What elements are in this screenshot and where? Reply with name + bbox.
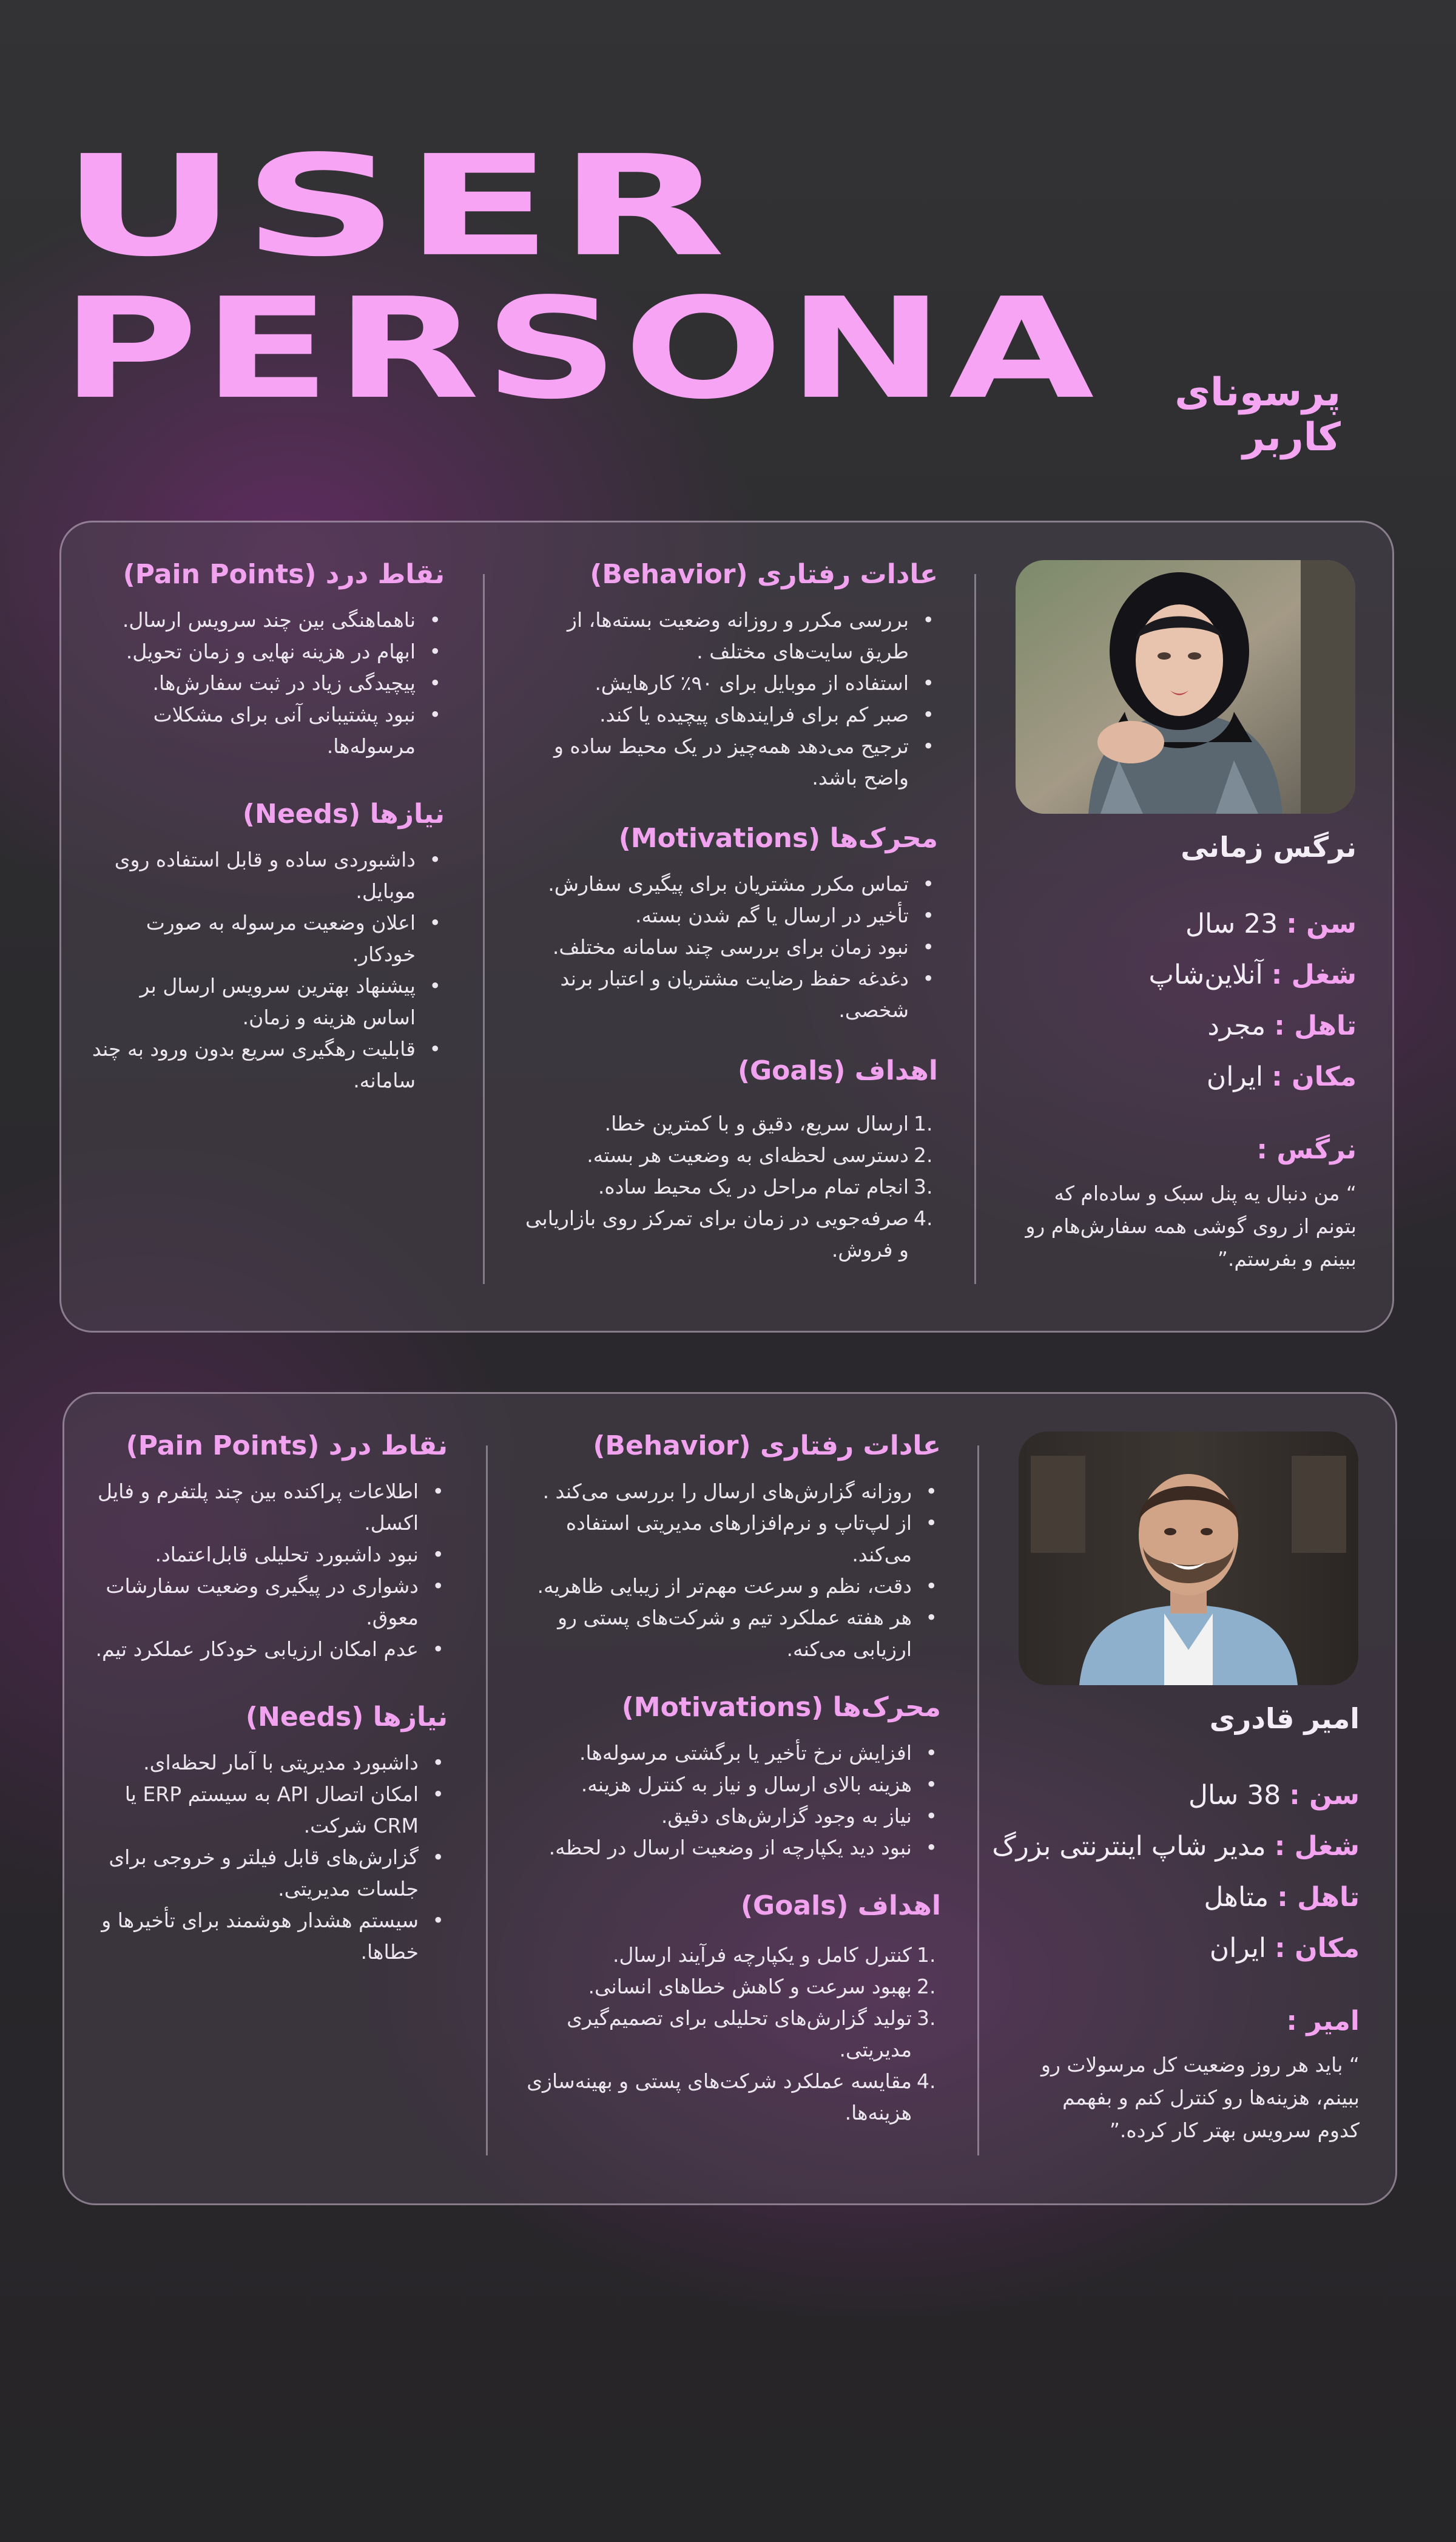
needs-list xyxy=(95,1747,448,1968)
page-subtitle: پرسونای کاربر xyxy=(1175,370,1341,460)
behavior-title: عادات رفتاری (Behavior) xyxy=(590,559,938,590)
man-portrait-photo-icon xyxy=(1019,1432,1358,1685)
list-item: • اعلان وضعیت مرسوله به صورت خودکار. xyxy=(92,907,445,970)
goals-list xyxy=(522,1108,938,1266)
needs-title: نیازها (Needs) xyxy=(245,1702,448,1732)
info-marital-label: تاهل : xyxy=(1277,1882,1360,1913)
middle-column xyxy=(522,559,938,1266)
info-job-value: آنلاین‌شاپ xyxy=(1148,959,1263,990)
list-item: • نبود پشتیبانی آنی برای مشکلات مرسوله‌ها. xyxy=(92,699,445,762)
goals-title: اهداف (Goals) xyxy=(740,1890,941,1921)
needs-list xyxy=(92,844,445,1097)
info-location xyxy=(1020,1923,1360,1974)
pain-points-title: نقاط درد (Pain Points) xyxy=(126,1430,448,1461)
list-item: • تأخیر در ارسال یا گم شدن بسته. xyxy=(522,900,938,931)
persona-quote: “ باید هر روز وضعیت کل مرسولات رو ببینم، هزینه‌ها رو کنترل کنم و بفهمم کدوم سرویس بهتر کار کرده.” xyxy=(1041,2053,1360,2142)
column-divider xyxy=(974,574,976,1284)
persona-card-2 xyxy=(62,1392,1397,2205)
list-item: • روزانه گزارش‌های ارسال را بررسی می‌کند . xyxy=(525,1476,941,1507)
info-job-label: شغل : xyxy=(1274,1831,1360,1862)
motivations-list xyxy=(525,1737,941,1864)
behavior-title: عادات رفتاری (Behavior) xyxy=(593,1430,941,1461)
quote-title: نرگس : xyxy=(1256,1134,1357,1165)
column-divider xyxy=(977,1445,979,2155)
persona-photo xyxy=(1016,560,1355,814)
info-location-value: ایران xyxy=(1209,1933,1267,1964)
list-item: • پیشنهاد بهترین سرویس ارسال بر اساس هزینه و زمان. xyxy=(92,970,445,1033)
list-item: • پیچیدگی زیاد در ثبت سفارش‌ها. xyxy=(92,668,445,699)
info-age-label: سن : xyxy=(1289,1780,1360,1811)
motivations-title: محرک‌ها (Motivations) xyxy=(618,823,938,854)
list-item: 1. کنترل کامل و یکپارچه فرآیند ارسال. xyxy=(525,1939,941,1971)
list-item: • نیاز به وجود گزارش‌های دقیق. xyxy=(525,1800,941,1832)
list-item: 4. مقایسه عملکرد شرکت‌های پستی و بهینه‌سازی هزینه‌ها. xyxy=(525,2066,941,2129)
info-marital xyxy=(1017,1001,1357,1052)
list-item: • داشبورد مدیریتی با آمار لحظه‌ای. xyxy=(95,1747,448,1779)
list-item: • نبود زمان برای بررسی چند سامانه مختلف. xyxy=(522,931,938,963)
middle-column xyxy=(525,1430,941,2129)
list-item: 3. انجام تمام مراحل در یک محیط ساده. xyxy=(522,1171,938,1203)
list-item: • تماس مکرر مشتریان برای پیگیری سفارش. xyxy=(522,868,938,900)
list-item: • نبود دید یکپارچه از وضعیت ارسال در لحظه. xyxy=(525,1832,941,1864)
list-item: • ابهام در هزینه نهایی و زمان تحویل. xyxy=(92,636,445,668)
column-divider xyxy=(483,574,485,1284)
list-item: • اطلاعات پراکنده بین چند پلتفرم و فایل اکسل. xyxy=(95,1476,448,1539)
list-item: • دغدغه حفظ رضایت مشتریان و اعتبار برند شخصی. xyxy=(522,963,938,1026)
list-item: • سیستم هشدار هوشمند برای تأخیرها و خطاها. xyxy=(95,1905,448,1968)
persona-profile xyxy=(992,1702,1360,2147)
info-job-label: شغل : xyxy=(1271,959,1357,990)
motivations-title: محرک‌ها (Motivations) xyxy=(621,1692,941,1723)
info-age xyxy=(1017,899,1357,950)
list-item: 2. بهبود سرعت و کاهش خطاهای انسانی. xyxy=(525,1971,941,2003)
list-item: • صبر کم برای فرایندهای پیچیده یا کند. xyxy=(522,699,938,731)
info-marital-value: مجرد xyxy=(1207,1010,1266,1041)
info-location-label: مکان : xyxy=(1272,1061,1357,1092)
list-item: • ترجیح می‌دهد همه‌چیز در یک محیط ساده و واضح باشد. xyxy=(522,731,938,794)
list-item: • هزینه بالای ارسال و نیاز به کنترل هزینه. xyxy=(525,1769,941,1800)
persona-name: امیر قادری xyxy=(1209,1702,1360,1735)
woman-portrait-photo-icon xyxy=(1016,560,1355,814)
info-marital-value: متاهل xyxy=(1204,1882,1269,1913)
list-item: 2. دسترسی لحظه‌ای به وضعیت هر بسته. xyxy=(522,1140,938,1171)
info-job xyxy=(1017,950,1357,1001)
info-age xyxy=(1020,1770,1360,1821)
list-item: 4. صرفه‌جویی در زمان برای تمرکز روی بازاریابی و فروش. xyxy=(522,1203,938,1266)
info-location-label: مکان : xyxy=(1275,1933,1360,1964)
list-item: • قابلیت رهگیری سریع بدون ورود به چند سامانه. xyxy=(92,1033,445,1097)
info-job xyxy=(992,1821,1360,1872)
info-age-label: سن : xyxy=(1286,908,1357,939)
pain-points-list xyxy=(92,604,445,762)
info-marital-label: تاهل : xyxy=(1274,1010,1357,1041)
list-item: • افزایش نرخ تأخیر یا برگشتی مرسوله‌ها. xyxy=(525,1737,941,1769)
persona-profile xyxy=(1017,831,1357,1276)
info-age-value: 38 سال xyxy=(1188,1780,1281,1811)
goals-list xyxy=(525,1939,941,2129)
list-item: • از لپ‌تاپ و نرم‌افزارهای مدیریتی استفاده می‌کند. xyxy=(525,1507,941,1570)
hero-title-line-1: USER xyxy=(61,126,731,288)
list-item: • عدم امکان ارزیابی خودکار عملکرد تیم. xyxy=(95,1634,448,1665)
quote-title: امیر : xyxy=(1286,2006,1360,2037)
info-location-value: ایران xyxy=(1206,1061,1264,1092)
left-column xyxy=(92,559,445,1097)
info-marital xyxy=(1020,1872,1360,1923)
info-age-value: 23 سال xyxy=(1185,908,1278,939)
column-divider xyxy=(486,1445,488,2155)
list-item: 3. تولید گزارش‌های تحلیلی برای تصمیم‌گیری مدیریتی. xyxy=(525,2003,941,2066)
list-item: • دقت، نظم و سرعت مهم‌تر از زیبایی ظاهریه. xyxy=(525,1570,941,1602)
behavior-list xyxy=(522,604,938,794)
goals-title: اهداف (Goals) xyxy=(737,1055,938,1086)
persona-quote: “ من دنبال یه پنل سبک و ساده‌ام که بتونم از روی گوشی همه سفارش‌هام رو ببینم و بفرستم.” xyxy=(1025,1181,1357,1271)
persona-name: نرگس زمانی xyxy=(1181,831,1357,864)
list-item: • هر هفته عملکرد تیم و شرکت‌های پستی رو ارزیابی می‌کنه. xyxy=(525,1602,941,1665)
pain-points-title: نقاط درد (Pain Points) xyxy=(123,559,445,590)
info-job-value: مدیر شاپ اینترنتی بزرگ xyxy=(992,1831,1266,1862)
persona-photo xyxy=(1019,1432,1358,1685)
list-item: • استفاده از موبایل برای ۹۰٪ کارهایش. xyxy=(522,668,938,699)
list-item: • دشواری در پیگیری وضعیت سفارشات معوق. xyxy=(95,1570,448,1634)
needs-title: نیازها (Needs) xyxy=(242,799,445,830)
list-item: • نبود داشبورد تحلیلی قابل‌اعتماد. xyxy=(95,1539,448,1570)
list-item: • گزارش‌های قابل فیلتر و خروجی برای جلسات مدیریتی. xyxy=(95,1842,448,1905)
list-item: • امکان اتصال API به سیستم ERP یا CRM شرکت. xyxy=(95,1779,448,1842)
list-item: • بررسی مکرر و روزانه وضعیت بسته‌ها، از طریق سایت‌های مختلف . xyxy=(522,604,938,668)
list-item: • ناهماهنگی بین چند سرویس ارسال. xyxy=(92,604,445,636)
left-column xyxy=(95,1430,448,1968)
behavior-list xyxy=(525,1476,941,1665)
list-item: • داشبوردی ساده و قابل استفاده روی موبایل. xyxy=(92,844,445,907)
list-item: 1. ارسال سریع، دقیق و با کمترین خطا. xyxy=(522,1108,938,1140)
hero-title-line-2: PERSONA xyxy=(61,268,1099,430)
pain-points-list xyxy=(95,1476,448,1665)
motivations-list xyxy=(522,868,938,1026)
info-location xyxy=(1017,1052,1357,1103)
persona-card-1 xyxy=(59,521,1394,1333)
